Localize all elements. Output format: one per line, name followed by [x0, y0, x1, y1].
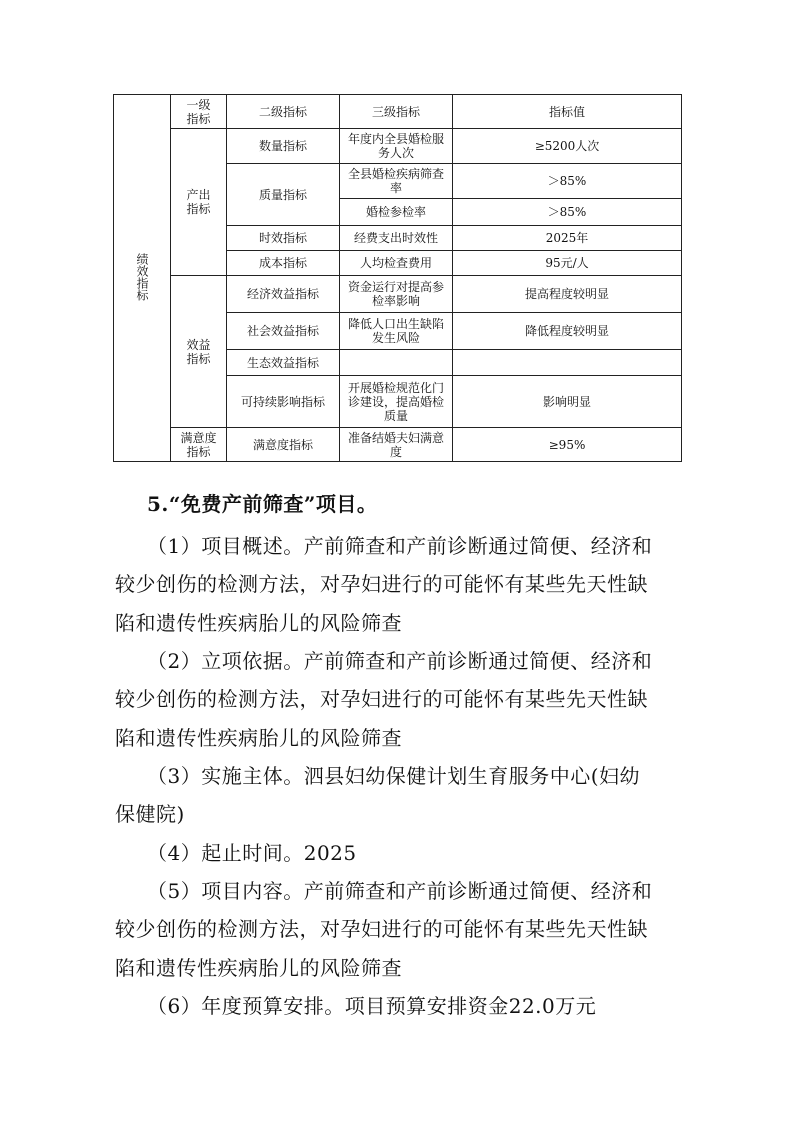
table-row [114, 276, 682, 313]
paragraph-line: （2）立项依据。产前筛查和产前诊断通过简便、经济和 [147, 649, 653, 673]
paragraph-line: 较少创伤的检测方法，对孕妇进行的可能怀有某些先天性缺 [115, 917, 648, 941]
level2-eco: 生态效益指标 [227, 350, 340, 376]
paragraph-line: 保健院) [115, 802, 185, 826]
table-row [114, 428, 682, 462]
level3-cell: 全县婚检疾病筛查率 [340, 164, 453, 199]
paragraph-line: 较少创伤的检测方法，对孕妇进行的可能怀有某些先天性缺 [115, 572, 648, 596]
section-heading: 5.“免费产前筛查”项目。 [147, 492, 378, 516]
paragraph-line: （5）项目内容。产前筛查和产前诊断通过简便、经济和 [147, 879, 653, 903]
value-cell: 影响明显 [453, 376, 682, 428]
level2-economic: 经济效益指标 [227, 276, 340, 313]
paragraph-line: （1）项目概述。产前筛查和产前诊断通过简便、经济和 [147, 534, 653, 558]
value-cell: ≥5200人次 [453, 129, 682, 164]
level3-cell: 人均检查费用 [340, 251, 453, 276]
performance-indicator-table [113, 94, 682, 462]
header-value: 指标值 [453, 95, 682, 129]
paragraph-line: 较少创伤的检测方法，对孕妇进行的可能怀有某些先天性缺 [115, 687, 648, 711]
paragraph-line: 陷和遗传性疾病胎儿的风险筛查 [115, 726, 402, 750]
paragraph-line: （6）年度预算安排。项目预算安排资金22.0万元 [147, 994, 597, 1018]
level2-sustain: 可持续影响指标 [227, 376, 340, 428]
table-row [114, 95, 682, 129]
value-cell: ＞85% [453, 164, 682, 199]
value-cell: 2025年 [453, 226, 682, 251]
value-cell [453, 350, 682, 376]
level3-cell [340, 350, 453, 376]
level2-quality: 质量指标 [227, 164, 340, 226]
level2-satisfaction: 满意度指标 [227, 428, 340, 462]
paragraph-line: 陷和遗传性疾病胎儿的风险筛查 [115, 956, 402, 980]
level3-cell: 年度内全县婚检服务人次 [340, 129, 453, 164]
level2-social: 社会效益指标 [227, 313, 340, 350]
level3-cell: 婚检参检率 [340, 199, 453, 226]
header-level1: 一级指标 [171, 95, 227, 129]
value-cell: 提高程度较明显 [453, 276, 682, 313]
level3-cell: 资金运行对提高参检率影响 [340, 276, 453, 313]
level3-cell: 准备结婚夫妇满意度 [340, 428, 453, 462]
level2-cost: 成本指标 [227, 251, 340, 276]
level2-timeliness: 时效指标 [227, 226, 340, 251]
paragraph-line: 陷和遗传性疾病胎儿的风险筛查 [115, 611, 402, 635]
value-cell: 95元/人 [453, 251, 682, 276]
header-level3: 三级指标 [340, 95, 453, 129]
table-row [114, 129, 682, 164]
level2-quantity: 数量指标 [227, 129, 340, 164]
group-label-cell [114, 95, 171, 462]
value-cell: ＞85% [453, 199, 682, 226]
level1-output: 产出指标 [171, 129, 227, 276]
paragraph-line: （4）起止时间。2025 [147, 841, 357, 865]
group-label: 绩效指标 [135, 252, 149, 301]
level1-benefit: 效益指标 [171, 276, 227, 428]
paragraph-line: （3）实施主体。泗县妇幼保健计划生育服务中心(妇幼 [147, 764, 641, 788]
header-level2: 二级指标 [227, 95, 340, 129]
value-cell: 降低程度较明显 [453, 313, 682, 350]
level3-cell: 经费支出时效性 [340, 226, 453, 251]
level3-cell: 降低人口出生缺陷发生风险 [340, 313, 453, 350]
level1-satisfaction: 满意度指标 [171, 428, 227, 462]
value-cell: ≥95% [453, 428, 682, 462]
level3-cell: 开展婚检规范化门诊建设，提高婚检质量 [340, 376, 453, 428]
